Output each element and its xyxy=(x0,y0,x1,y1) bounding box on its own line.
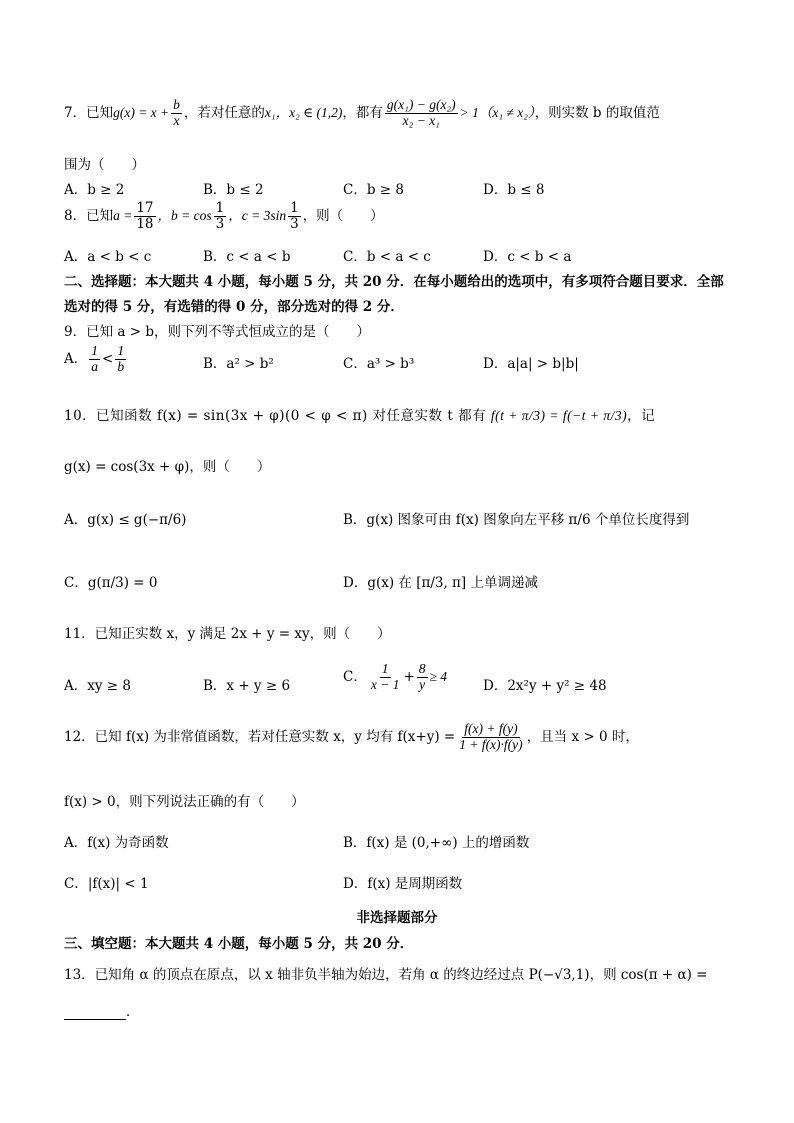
q8-option-d: D．c < b < a xyxy=(483,249,572,265)
q7-option-b: B．b ≤ 2 xyxy=(203,182,264,198)
q8-stem: 8．已知a = $\frac{17}{18}$ ，b = cos $\frac{1}{3}$ ，c = 3sin $\frac{1}{3}$ ，则（ ） xyxy=(64,200,384,232)
q12-option-d: D．f(x) 是周期函数 xyxy=(343,876,463,892)
q12-stem-line1: 12．已知 f(x) 为非常值函数，若对任意实数 x，y 均有 f(x+y) = $\frac{f(x) + f(y)}{1 + f(x)\cdot f(y)}$ ，且当 x > 0 时， xyxy=(64,721,639,752)
section3-heading: 三、填空题：本大题共 4 小题，每小题 5 分，共 20 分． xyxy=(64,936,414,952)
q12-stem-line2: f(x) > 0，则下列说法正确的有（ ） xyxy=(64,794,305,810)
q10-option-c: C．g(π/3) = 0 xyxy=(64,575,158,591)
q13-answer-line: ． xyxy=(64,1000,730,1020)
q9-option-b: B．a² > b² xyxy=(203,356,274,372)
q9-option-d: D．a|a| > b|b| xyxy=(483,356,579,372)
q8-option-a: A．a < b < c xyxy=(64,249,152,265)
q9-option-c: C．a³ > b³ xyxy=(343,356,415,372)
q12-option-b: B．f(x) 是 (0,+∞) 上的增函数 xyxy=(343,835,530,851)
q7-option-c: C．b ≥ 8 xyxy=(343,182,404,198)
section2-heading-line1: 二、选择题：本大题共 4 小题，每小题 5 分，共 20 分．在每小题给出的选项中，有多项符合题目要求．全部 xyxy=(64,274,724,290)
q12-option-c: C．|f(x)| < 1 xyxy=(64,876,149,892)
q11-option-d: D．2x²y + y² ≥ 48 xyxy=(483,678,607,694)
part2-title: 非选择题部分 xyxy=(356,910,438,926)
q8-option-b: B．c < a < b xyxy=(203,249,291,265)
q7-option-a: A．b ≥ 2 xyxy=(64,182,125,198)
q10-stem-line2: g(x) = cos(3x + φ)，则（ ） xyxy=(64,459,271,475)
q13-answer-blank[interactable] xyxy=(64,1005,126,1020)
q11-option-a: A．xy ≥ 8 xyxy=(64,678,131,694)
q10-option-d: D．g(x) 在 [π/3, π] 上单调递减 xyxy=(343,575,538,591)
q7-option-d: D．b ≤ 8 xyxy=(483,182,545,198)
q10-option-a: A．g(x) ≤ g(−π/6) xyxy=(64,512,187,528)
q8-c-fraction: $\frac{1}{3}$ xyxy=(290,200,299,232)
q7-stem-line2: 围为（ ） xyxy=(64,157,145,173)
q8-b-fraction: $\frac{1}{3}$ xyxy=(215,200,225,232)
q10-stem-line1: 10．已知函数 f(x) = sin(3x + φ)(0 < φ < π) 对任意实数 t 都有 f(t + π/3) = f(−t + π/3)，记 xyxy=(64,408,656,424)
q11-option-c: C． $\frac{1}{x - 1}$ + $\frac{8}{y}$ ≥ 4 xyxy=(343,661,448,692)
q8-a-fraction: $\frac{17}{18}$ xyxy=(136,200,154,232)
q11-option-b: B．x + y ≥ 6 xyxy=(203,678,291,694)
q8-option-c: C．b < a < c xyxy=(343,249,431,265)
q7-stem-line1: 7．已知g(x) = x + $\frac{b}{x}$ ，若对任意的x₁，x₂ ∈ (1,2)，都有 $\frac{\text{g(x₁) − g(x₂)}}{\text{x₂ − x₁}}$ > 1（x₁ ≠ x₂），则实数 b 的取值范 xyxy=(64,97,660,128)
q7-b-over-x: $\frac{b}{x}$ xyxy=(173,97,180,128)
section2-heading-line2: 选对的得 5 分，有选错的得 0 分，部分选对的得 2 分． xyxy=(64,299,404,315)
q12-option-a: A．f(x) 为奇函数 xyxy=(64,835,169,851)
q10-option-b: B．g(x) 图象可由 f(x) 图象向左平移 π/6 个单位长度得到 xyxy=(343,512,690,528)
q9-stem: 9．已知 a > b，则下列不等式恒成立的是（ ） xyxy=(64,324,370,340)
q9-option-a: A． $\frac{1}{a}$ < $\frac{1}{b}$ xyxy=(64,343,125,374)
q12-fraction: $\frac{f(x) + f(y)}{1 + f(x)\cdot f(y)}$ xyxy=(459,721,523,752)
q7-func: g(x) = x + xyxy=(113,104,170,120)
q7-condition-fraction: $\frac{\text{g(x₁) − g(x₂)}}{\text{x₂ − x₁}}$ xyxy=(386,97,456,128)
q13-stem: 13．已知角 α 的顶点在原点，以 x 轴非负半轴为始边，若角 α 的终边经过点 P(−√3,1)，则 cos(π + α) = xyxy=(64,967,708,983)
q11-stem: 11．已知正实数 x，y 满足 2x + y = xy，则（ ） xyxy=(64,626,391,642)
